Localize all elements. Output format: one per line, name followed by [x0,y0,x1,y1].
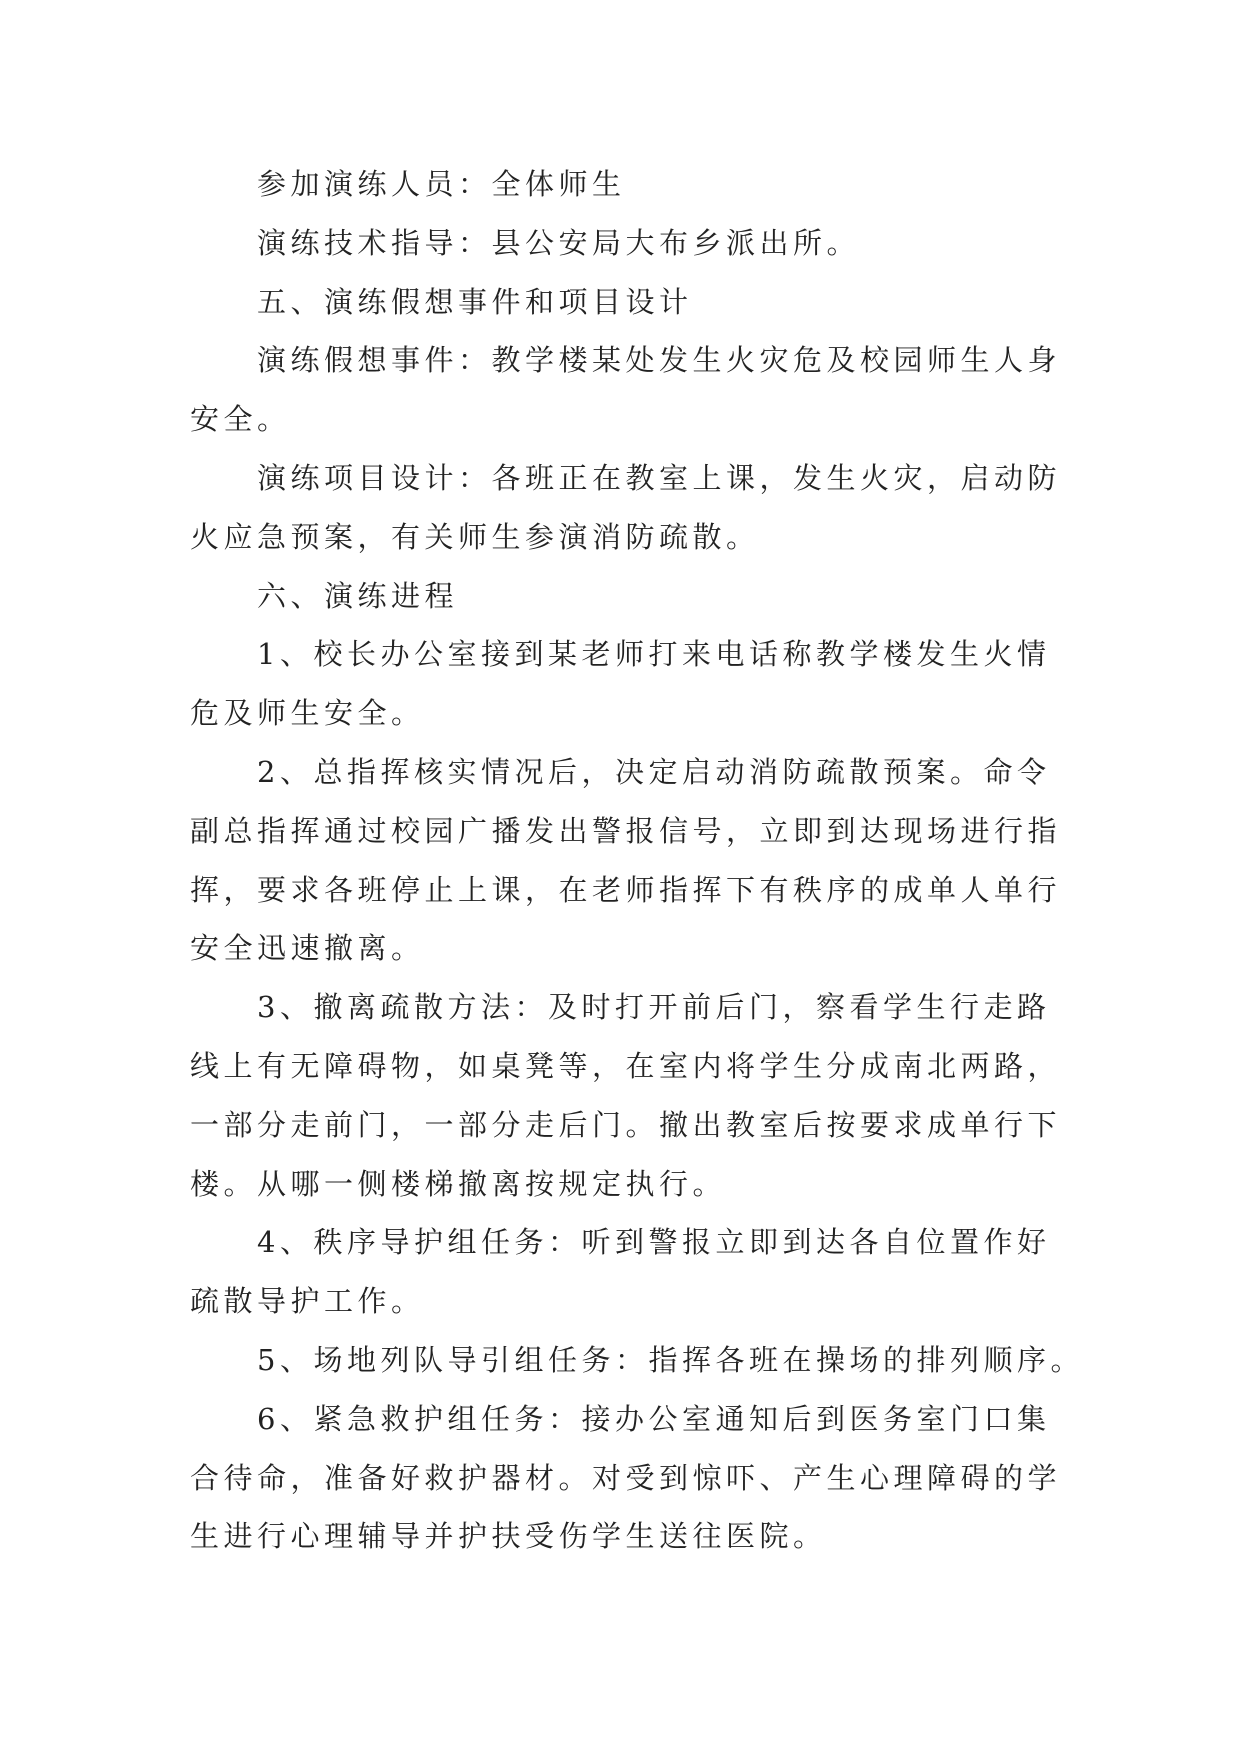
paragraph-technical-guidance [190,214,1130,273]
text-line: 演练技术指导：县公安局大布乡派出所。 [257,225,861,260]
text-line: 疏散导护工作。 [190,1284,425,1319]
text-line: 副总指挥通过校园广播发出警报信号，立即到达现场进行指 [190,813,1062,848]
text-line: 线上有无障碍物，如桌凳等，在室内将学生分成南北两路， [190,1048,1062,1083]
text-line: 火应急预案，有关师生参演消防疏散。 [190,519,760,554]
text-line: 危及师生安全。 [190,696,425,731]
text-line: 合待命，准备好救护器材。对受到惊吓、产生心理障碍的学 [190,1460,1062,1495]
text-line: 5、场地列队导引组任务：指挥各班在操场的排列顺序。 [257,1342,1084,1377]
text-line: 安全。 [190,402,291,437]
paragraph-step-5 [190,1331,1130,1390]
paragraph-step-6 [190,1390,1130,1566]
text-line: 演练项目设计：各班正在教室上课，发生火灾，启动防 [257,460,1062,495]
text-line: 安全迅速撤离。 [190,931,425,966]
paragraph-step-1 [190,625,1130,743]
text-line: 6、紧急救护组任务：接办公室通知后到医务室门口集 [257,1401,1051,1436]
section-heading-text: 六、演练进程 [257,578,459,613]
paragraph-project-design [190,449,1130,567]
text-line: 演练假想事件：教学楼某处发生火灾危及校园师生人身 [257,343,1062,378]
paragraph-hypothetical-event [190,331,1130,449]
section-heading-5 [190,273,1130,332]
document-body [190,155,1130,1566]
text-line: 参加演练人员：全体师生 [257,167,626,201]
paragraph-step-4 [190,1213,1130,1331]
text-line: 挥，要求各班停止上课，在老师指挥下有秩序的成单人单行 [190,872,1062,907]
paragraph-step-3 [190,978,1130,1213]
text-line: 4、秩序导护组任务：听到警报立即到达各自位置作好 [257,1225,1051,1260]
text-line: 生进行心理辅导并护扶受伤学生送往医院。 [190,1519,827,1554]
paragraph-participants [190,155,1130,214]
section-heading-6 [190,567,1130,626]
text-line: 一部分走前门，一部分走后门。撤出教室后按要求成单行下 [190,1107,1062,1142]
text-line: 1、校长办公室接到某老师打来电话称教学楼发生火情 [257,637,1051,672]
section-heading-text: 五、演练假想事件和项目设计 [257,284,693,319]
text-line: 2、总指挥核实情况后，决定启动消防疏散预案。命令 [257,754,1051,789]
text-line: 3、撤离疏散方法：及时打开前后门，察看学生行走路 [257,990,1051,1025]
text-line: 楼。从哪一侧楼梯撤离按规定执行。 [190,1166,727,1201]
paragraph-step-2 [190,743,1130,978]
